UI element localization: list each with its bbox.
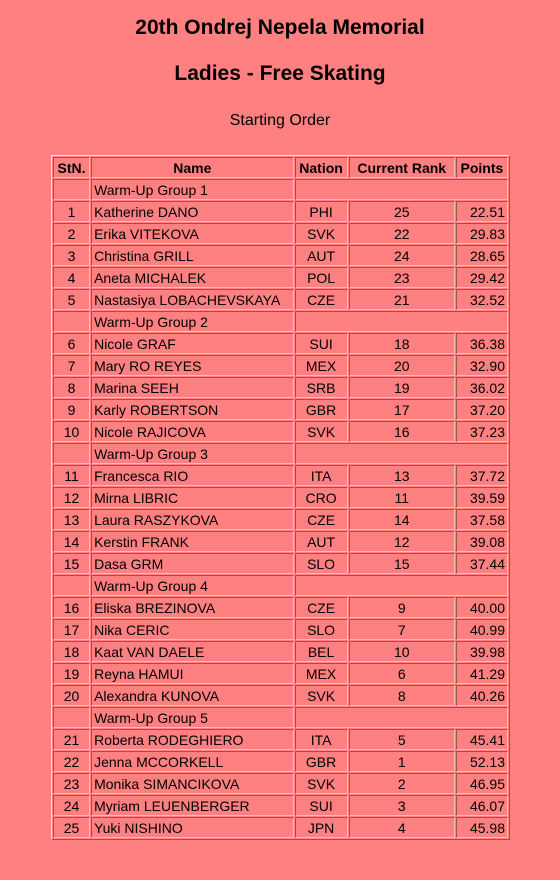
current-rank-cell: 18 (349, 333, 455, 354)
group-spacer-cell (53, 179, 90, 200)
column-header-nation: Nation (295, 157, 348, 178)
nation-cell: ITA (295, 465, 348, 486)
group-spacer-cell (295, 443, 508, 464)
points-cell: 45.41 (456, 729, 508, 750)
nation-cell: CRO (295, 487, 348, 508)
start-number-cell: 19 (53, 663, 90, 684)
current-rank-cell: 21 (349, 289, 455, 310)
current-rank-cell: 10 (349, 641, 455, 662)
points-cell: 37.58 (456, 509, 508, 530)
nation-cell: CZE (295, 289, 348, 310)
column-header-stn: StN. (53, 157, 90, 178)
current-rank-cell: 7 (349, 619, 455, 640)
warm-up-group-label: Warm-Up Group 1 (91, 179, 293, 200)
points-cell: 40.26 (456, 685, 508, 706)
start-number-cell: 18 (53, 641, 90, 662)
table-row (53, 223, 508, 244)
points-cell: 37.20 (456, 399, 508, 420)
starting-order-table (51, 155, 510, 840)
start-number-cell: 8 (53, 377, 90, 398)
nation-cell: AUT (295, 245, 348, 266)
skater-name-cell: Alexandra KUNOVA (91, 685, 293, 706)
segment-title: Ladies - Free Skating (174, 62, 386, 85)
warm-up-group-row (53, 179, 508, 200)
start-number-cell: 12 (53, 487, 90, 508)
points-cell: 36.38 (456, 333, 508, 354)
current-rank-cell: 5 (349, 729, 455, 750)
start-number-cell: 4 (53, 267, 90, 288)
current-rank-cell: 23 (349, 267, 455, 288)
group-spacer-cell (295, 179, 508, 200)
nation-cell: ITA (295, 729, 348, 750)
points-cell: 37.72 (456, 465, 508, 486)
nation-cell: CZE (295, 597, 348, 618)
points-cell: 39.98 (456, 641, 508, 662)
nation-cell: GBR (295, 751, 348, 772)
points-cell: 28.65 (456, 245, 508, 266)
start-number-cell: 24 (53, 795, 90, 816)
table-row (53, 597, 508, 618)
warm-up-group-row (53, 575, 508, 596)
current-rank-cell: 15 (349, 553, 455, 574)
start-number-cell: 25 (53, 817, 90, 838)
start-number-cell: 3 (53, 245, 90, 266)
current-rank-cell: 9 (349, 597, 455, 618)
table-row (53, 751, 508, 772)
start-number-cell: 5 (53, 289, 90, 310)
points-cell: 39.59 (456, 487, 508, 508)
current-rank-cell: 8 (349, 685, 455, 706)
current-rank-cell: 11 (349, 487, 455, 508)
points-cell: 52.13 (456, 751, 508, 772)
column-header-name: Name (91, 157, 293, 178)
start-number-cell: 11 (53, 465, 90, 486)
warm-up-group-row (53, 443, 508, 464)
warm-up-group-label: Warm-Up Group 5 (91, 707, 293, 728)
table-row (53, 795, 508, 816)
start-number-cell: 2 (53, 223, 90, 244)
table-row (53, 531, 508, 552)
table-row (53, 773, 508, 794)
table-row (53, 355, 508, 376)
table-row (53, 729, 508, 750)
table-row (53, 663, 508, 684)
table-row (53, 201, 508, 222)
skater-name-cell: Monika SIMANCIKOVA (91, 773, 293, 794)
skater-name-cell: Jenna MCCORKELL (91, 751, 293, 772)
table-row (53, 487, 508, 508)
skater-name-cell: Karly ROBERTSON (91, 399, 293, 420)
nation-cell: POL (295, 267, 348, 288)
nation-cell: JPN (295, 817, 348, 838)
group-spacer-cell (53, 707, 90, 728)
points-cell: 41.29 (456, 663, 508, 684)
start-number-cell: 7 (53, 355, 90, 376)
skater-name-cell: Reyna HAMUI (91, 663, 293, 684)
current-rank-cell: 19 (349, 377, 455, 398)
points-cell: 32.90 (456, 355, 508, 376)
nation-cell: SUI (295, 795, 348, 816)
current-rank-cell: 25 (349, 201, 455, 222)
nation-cell: MEX (295, 663, 348, 684)
skater-name-cell: Mary RO REYES (91, 355, 293, 376)
nation-cell: CZE (295, 509, 348, 530)
nation-cell: SUI (295, 333, 348, 354)
nation-cell: BEL (295, 641, 348, 662)
start-number-cell: 21 (53, 729, 90, 750)
start-number-cell: 6 (53, 333, 90, 354)
start-number-cell: 17 (53, 619, 90, 640)
points-cell: 39.08 (456, 531, 508, 552)
points-cell: 40.00 (456, 597, 508, 618)
current-rank-cell: 13 (349, 465, 455, 486)
skater-name-cell: Kerstin FRANK (91, 531, 293, 552)
points-cell: 29.42 (456, 267, 508, 288)
group-spacer-cell (295, 311, 508, 332)
skater-name-cell: Dasa GRM (91, 553, 293, 574)
skater-name-cell: Christina GRILL (91, 245, 293, 266)
current-rank-cell: 17 (349, 399, 455, 420)
skater-name-cell: Laura RASZYKOVA (91, 509, 293, 530)
table-row (53, 619, 508, 640)
table-row (53, 421, 508, 442)
warm-up-group-label: Warm-Up Group 3 (91, 443, 293, 464)
skater-name-cell: Marina SEEH (91, 377, 293, 398)
current-rank-cell: 12 (349, 531, 455, 552)
start-number-cell: 23 (53, 773, 90, 794)
points-cell: 29.83 (456, 223, 508, 244)
table-row (53, 553, 508, 574)
points-cell: 32.52 (456, 289, 508, 310)
points-cell: 45.98 (456, 817, 508, 838)
current-rank-cell: 1 (349, 751, 455, 772)
nation-cell: SLO (295, 553, 348, 574)
column-header-points: Points (456, 157, 508, 178)
table-row (53, 685, 508, 706)
nation-cell: GBR (295, 399, 348, 420)
points-cell: 36.02 (456, 377, 508, 398)
nation-cell: MEX (295, 355, 348, 376)
points-cell: 40.99 (456, 619, 508, 640)
start-number-cell: 9 (53, 399, 90, 420)
table-row (53, 289, 508, 310)
group-spacer-cell (295, 707, 508, 728)
page-subtitle: Starting Order (229, 112, 331, 129)
group-spacer-cell (53, 575, 90, 596)
skater-name-cell: Eliska BREZINOVA (91, 597, 293, 618)
current-rank-cell: 16 (349, 421, 455, 442)
current-rank-cell: 4 (349, 817, 455, 838)
nation-cell: SVK (295, 421, 348, 442)
skater-name-cell: Myriam LEUENBERGER (91, 795, 293, 816)
warm-up-group-row (53, 311, 508, 332)
start-number-cell: 20 (53, 685, 90, 706)
nation-cell: PHI (295, 201, 348, 222)
group-spacer-cell (53, 311, 90, 332)
nation-cell: SVK (295, 773, 348, 794)
table-row (53, 377, 508, 398)
skater-name-cell: Erika VITEKOVA (91, 223, 293, 244)
table-row (53, 641, 508, 662)
skater-name-cell: Francesca RIO (91, 465, 293, 486)
column-header-current-rank: Current Rank (349, 157, 455, 178)
skater-name-cell: Aneta MICHALEK (91, 267, 293, 288)
start-number-cell: 14 (53, 531, 90, 552)
start-number-cell: 1 (53, 201, 90, 222)
nation-cell: SLO (295, 619, 348, 640)
skater-name-cell: Nicole GRAF (91, 333, 293, 354)
current-rank-cell: 3 (349, 795, 455, 816)
table-row (53, 267, 508, 288)
nation-cell: SVK (295, 223, 348, 244)
start-number-cell: 22 (53, 751, 90, 772)
skater-name-cell: Yuki NISHINO (91, 817, 293, 838)
skater-name-cell: Nika CERIC (91, 619, 293, 640)
points-cell: 46.95 (456, 773, 508, 794)
start-number-cell: 13 (53, 509, 90, 530)
warm-up-group-row (53, 707, 508, 728)
group-spacer-cell (295, 575, 508, 596)
skater-name-cell: Nicole RAJICOVA (91, 421, 293, 442)
event-title: 20th Ondrej Nepela Memorial (135, 16, 425, 39)
current-rank-cell: 20 (349, 355, 455, 376)
skater-name-cell: Mirna LIBRIC (91, 487, 293, 508)
skater-name-cell: Katherine DANO (91, 201, 293, 222)
table-header-row (53, 157, 508, 178)
table-row (53, 817, 508, 838)
table-row (53, 509, 508, 530)
table-row (53, 399, 508, 420)
current-rank-cell: 22 (349, 223, 455, 244)
table-row (53, 245, 508, 266)
group-spacer-cell (53, 443, 90, 464)
start-number-cell: 16 (53, 597, 90, 618)
start-number-cell: 15 (53, 553, 90, 574)
warm-up-group-label: Warm-Up Group 4 (91, 575, 293, 596)
skater-name-cell: Nastasiya LOBACHEVSKAYA (91, 289, 293, 310)
skater-name-cell: Roberta RODEGHIERO (91, 729, 293, 750)
points-cell: 46.07 (456, 795, 508, 816)
nation-cell: SRB (295, 377, 348, 398)
warm-up-group-label: Warm-Up Group 2 (91, 311, 293, 332)
current-rank-cell: 14 (349, 509, 455, 530)
current-rank-cell: 2 (349, 773, 455, 794)
table-row (53, 465, 508, 486)
points-cell: 37.44 (456, 553, 508, 574)
skater-name-cell: Kaat VAN DAELE (91, 641, 293, 662)
nation-cell: SVK (295, 685, 348, 706)
current-rank-cell: 24 (349, 245, 455, 266)
table-row (53, 333, 508, 354)
current-rank-cell: 6 (349, 663, 455, 684)
start-number-cell: 10 (53, 421, 90, 442)
points-cell: 22.51 (456, 201, 508, 222)
points-cell: 37.23 (456, 421, 508, 442)
nation-cell: AUT (295, 531, 348, 552)
table-body (53, 179, 508, 838)
